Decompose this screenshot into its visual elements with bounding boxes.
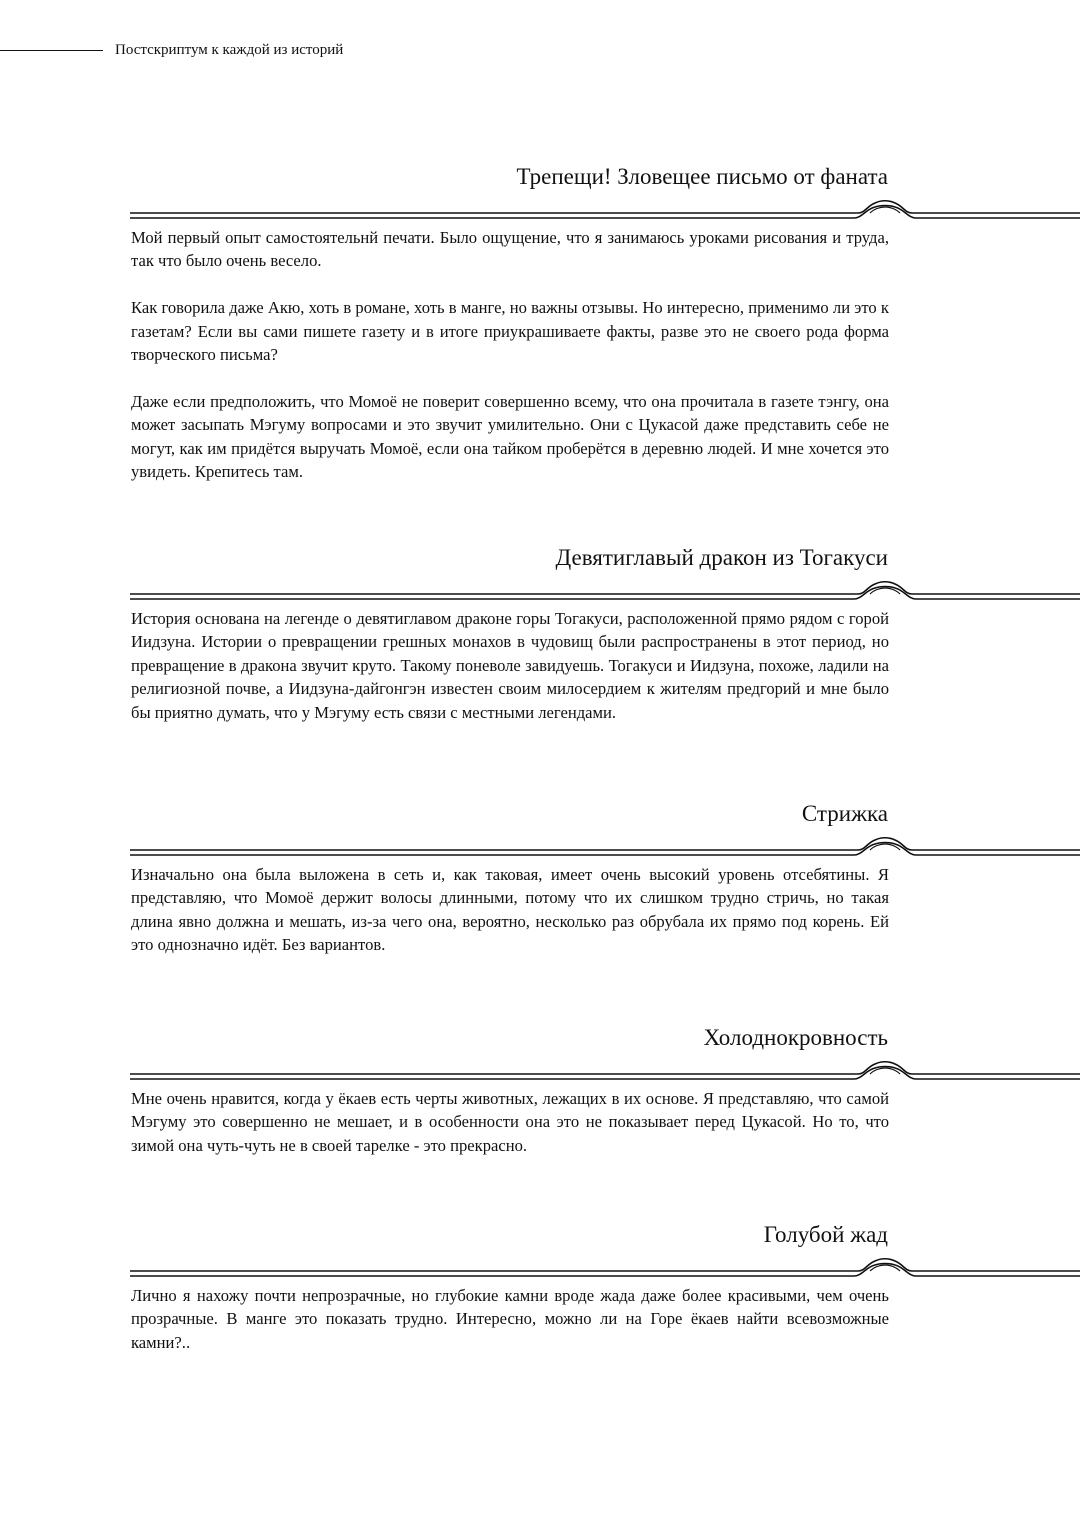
section-title: Стрижка: [801, 801, 888, 826]
paragraph: Даже если предположить, что Момоё не поверит совершенно всему, что она прочитала в газете тэнгу, она может засыпать Мэгуму вопросами и это звучит умилительно. Они с Цукасой даже представить себе не могут, как им придётся выручать Момоё, если она тайком проберётся в деревню людей. И мне хочется это увидеть. Крепитесь там.: [131, 391, 889, 482]
ornamental-divider: [130, 1059, 1080, 1085]
section-title: Голубой жад: [763, 1222, 888, 1247]
section-body: [131, 607, 889, 724]
section-title: Холоднокровность: [703, 1025, 888, 1050]
section-body: [131, 863, 889, 957]
paragraph: Изначально она была выложена в сеть и, как таковая, имеет очень высокий уровень отсебятины. Я представляю, что Момоё держит волосы длинными, потому что их слишком трудно стричь, но такая длина явно должна и мешать, из-за чего она, вероятно, несколько раз обрубала их прямо под корень. Ей это однозначно идёт. Без вариантов.: [131, 865, 889, 955]
paragraph: Мой первый опыт самостоятельнй печати. Было ощущение, что я занимаюсь уроками рисования и труда, так что было очень весело.: [131, 228, 889, 271]
paragraph: Мне очень нравится, когда у ёкаев есть черты животных, лежащих в их основе. Я представляю, что самой Мэгуму это совершенно не мешает, и в особенности она это не показывает перед Цукасой. Но то, что зимой она чуть-чуть не в своей тарелке - это прекрасно.: [131, 1089, 889, 1155]
header-rule: [0, 50, 103, 51]
section-title: Трепещи! Зловещее письмо от фаната: [516, 164, 888, 189]
section-body: [131, 1087, 889, 1157]
section-body: [131, 226, 889, 483]
ornamental-divider: [130, 1256, 1080, 1282]
paragraph: Лично я нахожу почти непрозрачные, но глубокие камни вроде жада даже более красивыми, чем очень прозрачные. В манге это показать трудно. Интересно, можно ли на Горе ёкаев найти всевозможные камни?..: [131, 1286, 889, 1352]
ornamental-divider: [130, 835, 1080, 861]
running-header: [0, 40, 600, 60]
running-header-text: Постскриптум к каждой из историй: [115, 42, 344, 58]
section-body: [131, 1284, 889, 1354]
paragraph: История основана на легенде о девятиглавом драконе горы Тогакуси, расположенной прямо рядом с горой Иидзуна. Истории о превращении грешных монахов в чудовищ были распространены в этот период, но превращение в дракона звучит круто. Такому поневоле завидуешь. Тогакуси и Иидзуна, похоже, ладили на религиозной почве, а Иидзуна-дайгонгэн известен своим милосердием к жителям предгорий и мне было бы приятно думать, что у Мэгуму есть связи с местными легендами.: [131, 609, 889, 722]
paragraph: Как говорила даже Акю, хоть в романе, хоть в манге, но важны отзывы. Но интересно, применимо ли это к газетам? Если вы сами пишете газету и в итоге приукрашиваете факты, разве это не своего рода форма творческого письма?: [131, 298, 889, 365]
section-title: Девятиглавый дракон из Тогакуси: [555, 545, 888, 570]
ornamental-divider: [130, 579, 1080, 605]
ornamental-divider: [130, 198, 1080, 224]
